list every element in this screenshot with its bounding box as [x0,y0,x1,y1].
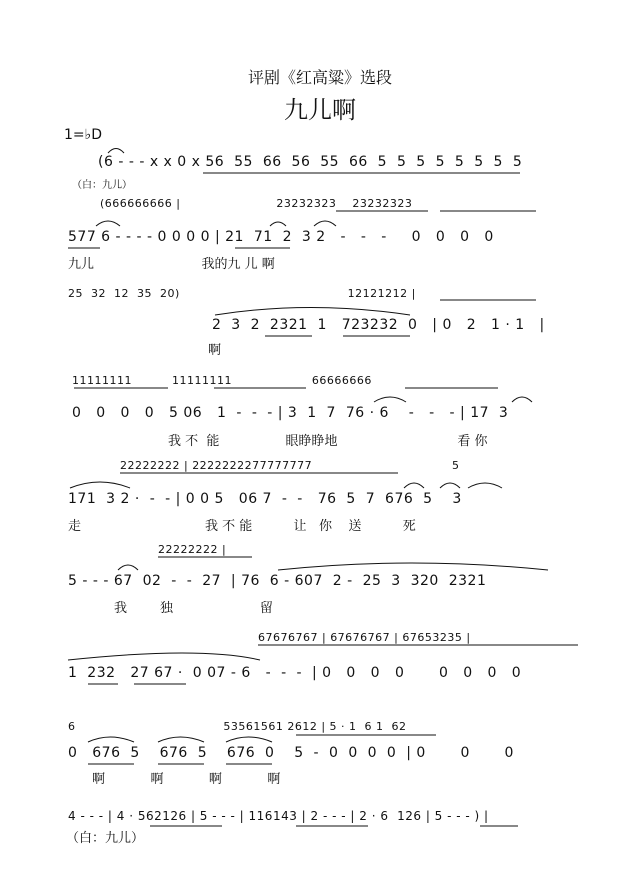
score-line-4: 0 0 0 0 5 06 1 - - - | 3 1 7 76 · 6 - - - | 17 3 [72,405,509,421]
accompaniment-line-3: 25 32 12 35 20) 12121212 | [68,287,416,300]
spoken-note-1: （白：九儿） [72,180,132,191]
score-line-8: 0 676 5 676 5 676 0 5 - 0 0 0 0 | 0 0 0 [68,745,514,761]
score-line-3: 2 3 2 2321 1 723232 0 | 0 2 1 · 1 | [212,317,545,333]
accompaniment-line-5: 22222222 | 2222222277777777 5 [120,459,460,472]
score-line-6: 5 - - - 67 02 - - 27 | 76 6 - 607 2 - 25 3 320 2321 [68,573,487,589]
score-line-2: 577 6 - - - - 0 0 0 0 | 21 71 2 3 2 - - - 0 0 0 0 [68,229,494,245]
accompaniment-line-7: 67676767 | 67676767 | 67653235 | [258,631,471,644]
lyric-line-2: 九儿 我的九 儿 啊 [68,257,275,272]
accompaniment-line-8: 6 53561561 2612 | 5 · 1 6 1 62 [68,720,407,733]
accompaniment-line-4: 11111111 11111111 66666666 [72,374,372,387]
lyric-line-6: 我 独 留 [114,601,273,616]
subtitle: 评剧《红高粱》选段 [247,68,392,87]
song-title: 九儿啊 [284,96,356,124]
spoken-note-2: （白：九儿） [66,831,145,846]
score-line-7: 1 232 27 67 · 0 07 - 6 - - - | 0 0 0 0 0 0 0 0 [68,665,522,681]
lyric-line-3: 啊 [208,343,222,358]
score-line-1: (6 - - - x x 0 x 56 55 66 56 55 66 5 5 5 5 5 5 5 5 [98,154,523,170]
lyric-line-5: 走 我 不 能 让 你 送 死 [68,519,416,534]
score-line-5: 171 3 2 · - - | 0 0 5 06 7 - - 76 5 7 676 5 3 [68,491,462,507]
score-line-9: 4 - - - | 4 · 562126 | 5 - - - | 116143 | 2 - - - | 2 · 6 126 | 5 - - - ) | [68,809,489,823]
lyric-line-4: 我 不 能 眼睁睁地 看 你 [168,434,488,449]
lyric-line-8: 啊 啊 啊 啊 [92,772,281,787]
accompaniment-line-6: 22222222 | [158,543,227,556]
accompaniment-line-2: (666666666 | 23232323 23232323 [100,197,413,210]
key-signature: 1=♭D [64,127,103,143]
